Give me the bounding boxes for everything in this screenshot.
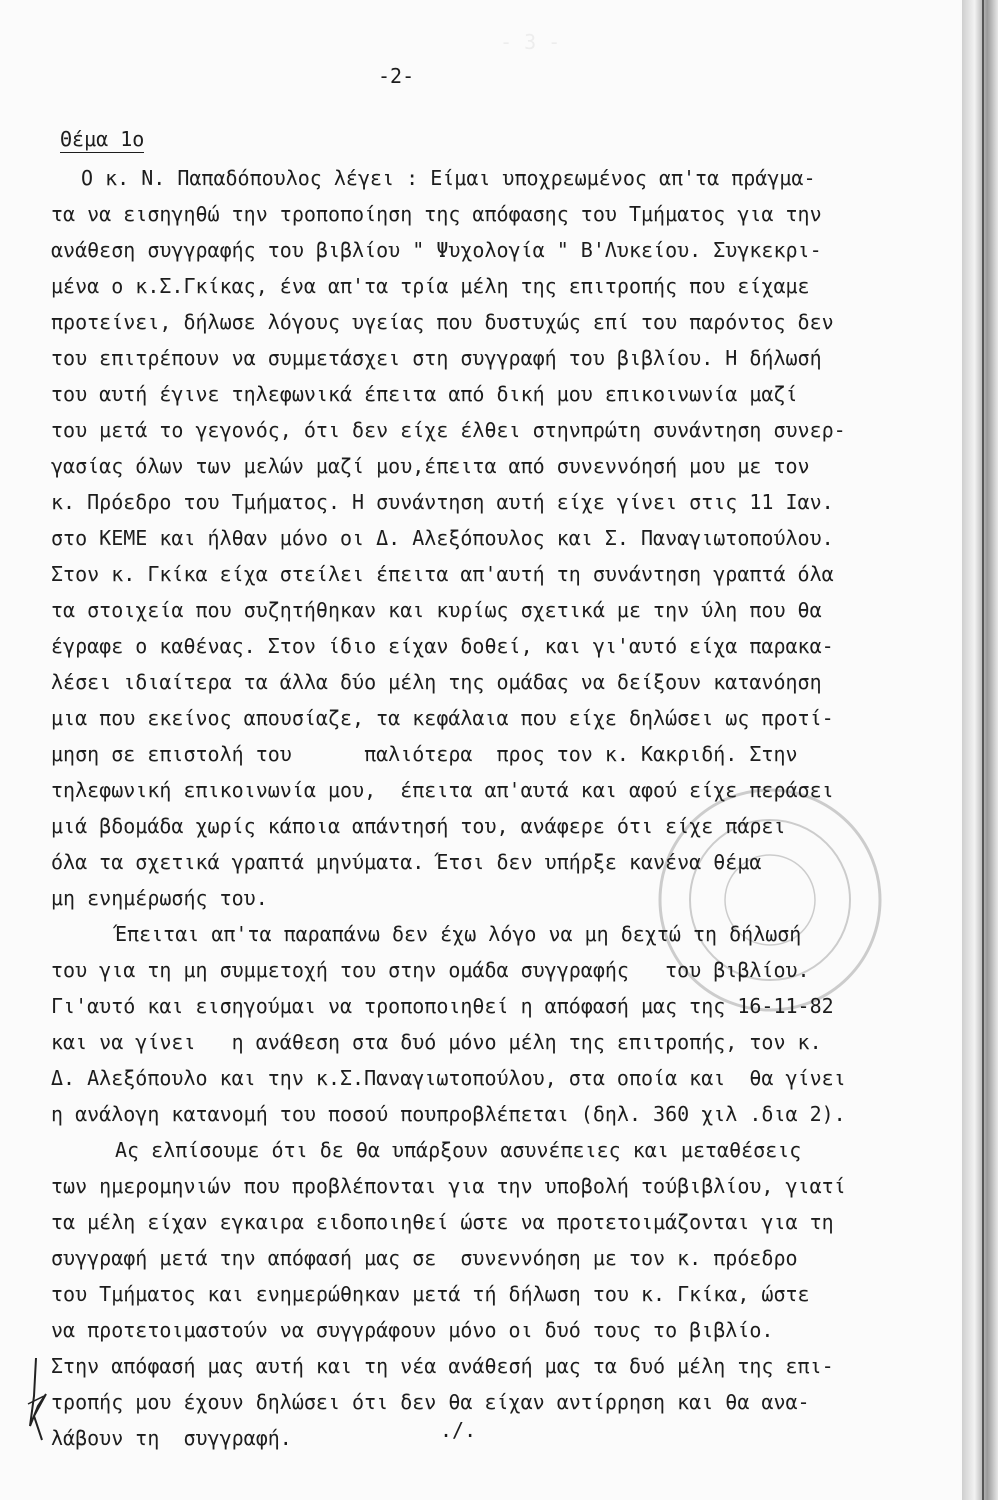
- section-heading: [60, 127, 144, 151]
- text-line: Δ. Αλεξόπουλο και την κ.Σ.Παναγιωτοπούλου, στα οποία και θα γίνει: [51, 1066, 846, 1090]
- text-line: τροπής μου έχουν δηλώσει ότι δεν θα είχαν αντίρρηση και θα ανα-: [51, 1390, 810, 1414]
- text-line: του επιτρέπουν να συμμετάσχει στη συγγραφή του βιβλίου. Η δήλωσή: [51, 346, 822, 370]
- text-line: έγραφε ο καθένας. Στον ίδιο είχαν δοθεί, και γι'αυτό είχα παρακα-: [51, 634, 834, 658]
- text-line: του Τμήματος και ενημερώθηκαν μετά τή δήλωση του κ. Γκίκα, ώστε: [51, 1282, 810, 1306]
- text-line: και να γίνει η ανάθεση στα δυό μόνο μέλη της επιτροπής, τον κ.: [51, 1030, 822, 1054]
- text-line: τα μέλη είχαν εγκαιρα ειδοποιηθεί ώστε να προτετοιμάζονται για τη: [51, 1210, 834, 1234]
- text-line: Στον κ. Γκίκα είχα στείλει έπειτα απ'αυτή τη συνάντηση γραπτά όλα: [51, 562, 834, 586]
- text-line: μη ενημέρωσής του.: [51, 886, 268, 910]
- text-line: Γι'αυτό και εισηγούμαι να τροποποιηθεί η απόφασή μας της 16-11-82: [51, 994, 834, 1018]
- text-line: συγγραφή μετά την απόφασή μας σε συνεννόηση με τον κ. πρόεδρο: [51, 1246, 798, 1270]
- handwritten-signature: [24, 1356, 48, 1442]
- text-line: η ανάλογη κατανομή του ποσού πουπροβλέπεται (δηλ. 360 χιλ .δια 2).: [51, 1102, 846, 1126]
- text-line: προτείνει, δήλωσε λόγους υγείας που δυστυχώς επί του παρόντος δεν: [51, 310, 834, 334]
- text-line: γασίας όλων των μελών μαζί μου,έπειτα από συνεννόησή μου με τον: [51, 454, 810, 478]
- text-line: Ας ελπίσουμε ότι δε θα υπάρξουν ασυνέπειες και μεταθέσεις: [115, 1138, 802, 1162]
- text-line: Έπειται απ'τα παραπάνω δεν έχω λόγο να μη δεχτώ τη δήλωσή: [115, 922, 802, 946]
- text-line: να προτετοιμαστούν να συγγράφουν μόνο οι δυό τους το βιβλίο.: [51, 1318, 774, 1342]
- continuation-mark: ./.: [440, 1418, 477, 1442]
- text-line: όλα τα σχετικά γραπτά μηνύματα. Έτσι δεν υπήρξε κανένα θέμα: [51, 850, 762, 874]
- text-line: του για τη μη συμμετοχή του στην ομάδα συγγραφής του βιβλίου.: [51, 958, 810, 982]
- text-line: τα στοιχεία που συζητήθηκαν και κυρίως σχετικά με την ύλη που θα: [51, 598, 822, 622]
- page-edge: [962, 0, 998, 1500]
- page-number: -2-: [378, 64, 415, 88]
- section-heading-text: Θέμα 1ο: [60, 127, 145, 151]
- page-edge-line: [982, 0, 984, 1500]
- text-line: μιά βδομάδα χωρίς κάποια απάντησή του, ανάφερε ότι είχε πάρει: [51, 814, 786, 838]
- text-line: κ. Πρόεδρο του Τμήματος. Η συνάντηση αυτή είχε γίνει στις 11 Ιαν.: [51, 490, 834, 514]
- text-line: του μετά το γεγονός, ότι δεν είχε έλθει στηνπρώτη συνάντηση συνερ-: [51, 418, 846, 442]
- text-line: στο ΚΕΜΕ και ήλθαν μόνο οι Δ. Αλεξόπουλος και Σ. Παναγιωτοπούλου.: [51, 526, 834, 550]
- bleed-through-text: - 3 -: [500, 30, 561, 54]
- text-line: τα να εισηγηθώ την τροποποίηση της απόφασης του Τμήματος για την: [51, 202, 822, 226]
- text-line: Ο κ. Ν. Παπαδόπουλος λέγει : Είμαι υποχρεωμένος απ'τα πράγμα-: [81, 166, 816, 190]
- text-line: των ημερομηνιών που προβλέπονται για την υποβολή τούβιβλίου, γιατί: [51, 1174, 846, 1198]
- text-line: ανάθεση συγγραφής του βιβλίου " Ψυχολογία " Β'Λυκείου. Συγκεκρι-: [51, 238, 822, 262]
- text-line: μένα ο κ.Σ.Γκίκας, ένα απ'τα τρία μέλη της επιτροπής που είχαμε: [51, 274, 810, 298]
- text-line: λάβουν τη συγγραφή.: [51, 1426, 292, 1450]
- text-line: μηση σε επιστολή του παλιότερα προς τον κ. Κακριδή. Στην: [51, 742, 798, 766]
- text-line: τηλεφωνική επικοινωνία μου, έπειτα απ'αυτά και αφού είχε περάσει: [51, 778, 834, 802]
- text-line: Στην απόφασή μας αυτή και τη νέα ανάθεσή μας τα δυό μέλη της επι-: [51, 1354, 834, 1378]
- text-line: μια που εκείνος απουσίαζε, τα κεφάλαια που είχε δηλώσει ως προτί-: [51, 706, 834, 730]
- text-line: λέσει ιδιαίτερα τα άλλα δύο μέλη της ομάδας να δείξουν κατανόηση: [51, 670, 822, 694]
- text-line: του αυτή έγινε τηλεφωνικά έπειτα από δική μου επικοινωνία μαζί: [51, 382, 798, 406]
